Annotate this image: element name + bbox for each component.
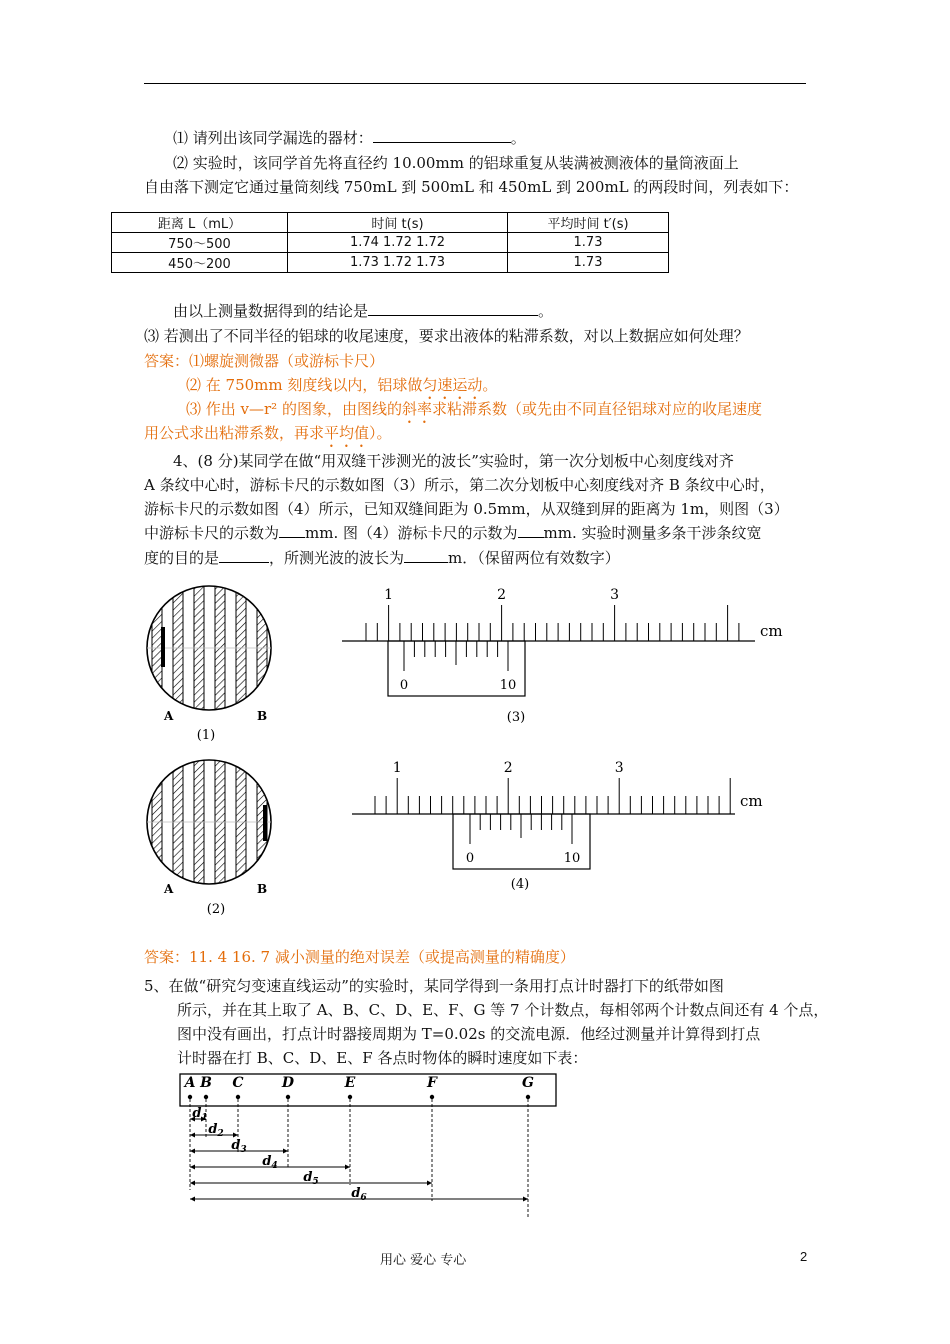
interference-figures xyxy=(130,575,820,925)
table-header: 距离 L（mL） xyxy=(112,213,288,233)
caption-3: (3) xyxy=(506,710,526,725)
measurement-table xyxy=(111,212,669,273)
vernier-caliper-3 xyxy=(342,587,755,696)
q3-part3: ⑶ 若测出了不同半径的铝球的收尾速度，要求出液体的粘滞系数，对以上数据应如何处理？ xyxy=(144,327,749,345)
tape-point-label: C xyxy=(232,1075,244,1091)
tape-dot xyxy=(430,1095,434,1099)
vernier-label: 10 xyxy=(563,851,581,866)
table-header-row xyxy=(112,213,669,233)
q3-part2-line1: ⑵ 实验时，该同学首先将直径约 10.00mm 的铝球重复从装满被测液体的量筒液面上 xyxy=(173,154,739,172)
tape-point-label: E xyxy=(344,1075,356,1091)
dimension-arrow xyxy=(427,1181,432,1186)
dimension-arrow xyxy=(190,1165,195,1170)
main-scale-label: 1 xyxy=(392,760,402,776)
q3-conclusion: 由以上测量数据得到的结论是 。 xyxy=(173,302,554,320)
vernier-label: 0 xyxy=(399,678,409,693)
q5-line2: 所示，并在其上取了 A、B、C、D、E、F、G 等 7 个计数点，每相邻两个计数点间还有 4 个点， xyxy=(177,1001,829,1019)
label-b: B xyxy=(257,709,268,723)
dimension-label: $d_3$ xyxy=(231,1138,247,1155)
table-header: 时间 t(s) xyxy=(288,213,508,233)
dimension-arrow xyxy=(523,1197,528,1202)
answer-blank xyxy=(373,127,511,143)
dimension-arrow xyxy=(233,1133,238,1138)
dimension-label: $d_6$ xyxy=(351,1186,367,1203)
vernier-label: 0 xyxy=(465,851,475,866)
tape-dot xyxy=(286,1095,290,1099)
page-number: 2 xyxy=(800,1249,808,1264)
label-a: A xyxy=(164,709,174,723)
q3-answer3: ⑶ 作出 v—r² 的图象，由图线的斜率求粘滞系数（或先由不同直径铝球对应的收尾速度 xyxy=(186,400,762,418)
answer-blank xyxy=(219,547,269,563)
unit-cm: cm xyxy=(760,622,783,640)
tape-dot xyxy=(236,1095,240,1099)
q5-line1: 5、在做“研究匀变速直线运动”的实验时，某同学得到一条用打点计时器打下的纸带如图 xyxy=(144,977,724,995)
dimension-arrow xyxy=(190,1197,195,1202)
q3-part2-line2: 自由落下测定它通过量筒刻线 750mL 到 500mL 和 450mL 到 200mL 的两段时间，列表如下： xyxy=(144,178,799,196)
answer-blank xyxy=(279,522,305,538)
tape-dot xyxy=(348,1095,352,1099)
answer-blank xyxy=(368,300,538,316)
unit-cm: cm xyxy=(740,792,763,810)
q4-line1: 4、(8 分)某同学在做“用双缝干涉测光的波长”实验时，第一次分划板中心刻度线对齐 xyxy=(173,452,734,470)
q3-part1: ⑴ 请列出该同学漏选的器材： 。 xyxy=(173,129,526,147)
main-scale-label: 1 xyxy=(384,587,394,603)
dimension-arrow xyxy=(345,1165,350,1170)
dimension-label: $d_1$ xyxy=(192,1106,208,1123)
tape-point-label: B xyxy=(200,1075,212,1091)
table-row xyxy=(112,233,669,253)
reticle-marker xyxy=(263,805,267,841)
q4-line5: 度的目的是 ，所测光波的波长为 m．（保留两位有效数字） xyxy=(144,549,620,567)
label-a: A xyxy=(164,882,174,896)
answer-blank xyxy=(404,547,448,563)
table-cell: 750～500 xyxy=(112,233,288,253)
header-rule xyxy=(144,83,806,84)
table-cell: 450～200 xyxy=(112,253,288,273)
main-scale-label: 2 xyxy=(497,587,507,603)
q5-line4: 计时器在打 B、C、D、E、F 各点时物体的瞬时速度如下表： xyxy=(177,1049,588,1067)
main-scale-label: 3 xyxy=(614,760,624,776)
dimension-label: $d_5$ xyxy=(303,1170,319,1187)
q3-answer3-cont: 用公式求出粘滞系数，再求平均值）。 xyxy=(144,424,392,442)
dimension-label: $d_2$ xyxy=(208,1122,224,1139)
table-cell: 1.73 xyxy=(508,253,669,273)
q4-line2: A 条纹中心时，游标卡尺的示数如图（3）所示，第二次分划板中心刻度线对齐 B 条纹中心时， xyxy=(144,476,775,494)
tape-point-label: A xyxy=(184,1075,196,1091)
label-b: B xyxy=(257,882,268,896)
table-cell: 1.73 1.72 1.73 xyxy=(288,253,508,273)
dimension-arrow xyxy=(190,1181,195,1186)
q3-answer1: 答案：⑴螺旋测微器（或游标卡尺） xyxy=(144,352,385,370)
main-scale-label: 3 xyxy=(610,587,620,603)
dimension-label: $d_4$ xyxy=(262,1154,278,1171)
dimension-arrow xyxy=(190,1133,195,1138)
q4-answer: 答案：11. 4 16. 7 减小测量的绝对误差（或提高测量的精确度） xyxy=(144,948,575,966)
footer-slogan: 用心 爱心 专心 xyxy=(380,1253,467,1268)
tape-point-label: F xyxy=(427,1075,437,1091)
vernier-label: 10 xyxy=(499,678,517,693)
tape-point-label: D xyxy=(281,1075,295,1091)
tape-dot xyxy=(188,1095,192,1099)
caption-1: (1) xyxy=(196,728,216,743)
answer-blank xyxy=(518,522,544,538)
table-header: 平均时间 t′(s) xyxy=(508,213,669,233)
reticle-marker xyxy=(161,627,165,667)
q3-answer2: ⑵ 在 750mm 刻度线以内，铝球做匀速运动。 xyxy=(186,376,498,394)
main-scale-label: 2 xyxy=(503,760,513,776)
dimension-arrow xyxy=(190,1149,195,1154)
vernier-caliper-4 xyxy=(352,760,735,869)
table-cell: 1.74 1.72 1.72 xyxy=(288,233,508,253)
caption-4: (4) xyxy=(510,877,530,892)
caption-2: (2) xyxy=(206,902,226,917)
tape-dot xyxy=(204,1095,208,1099)
q4-line4: 中游标卡尺的示数为 mm. 图（4）游标卡尺的示数为 mm. 实验时测量多条干涉条纹宽 xyxy=(144,524,762,542)
dimension-arrow xyxy=(283,1149,288,1154)
table-row xyxy=(112,253,669,273)
q4-line3: 游标卡尺的示数如图（4）所示，已知双缝间距为 0.5mm，从双缝到屏的距离为 1m，则图（3） xyxy=(144,500,789,518)
table-cell: 1.73 xyxy=(508,233,669,253)
paper-tape-figure xyxy=(170,1070,570,1203)
tape-dot xyxy=(526,1095,530,1099)
q5-line3: 图中没有画出，打点计时器接周期为 T=0.02s 的交流电源．他经过测量并计算得到打点 xyxy=(177,1025,761,1043)
tape-point-label: G xyxy=(522,1075,534,1091)
